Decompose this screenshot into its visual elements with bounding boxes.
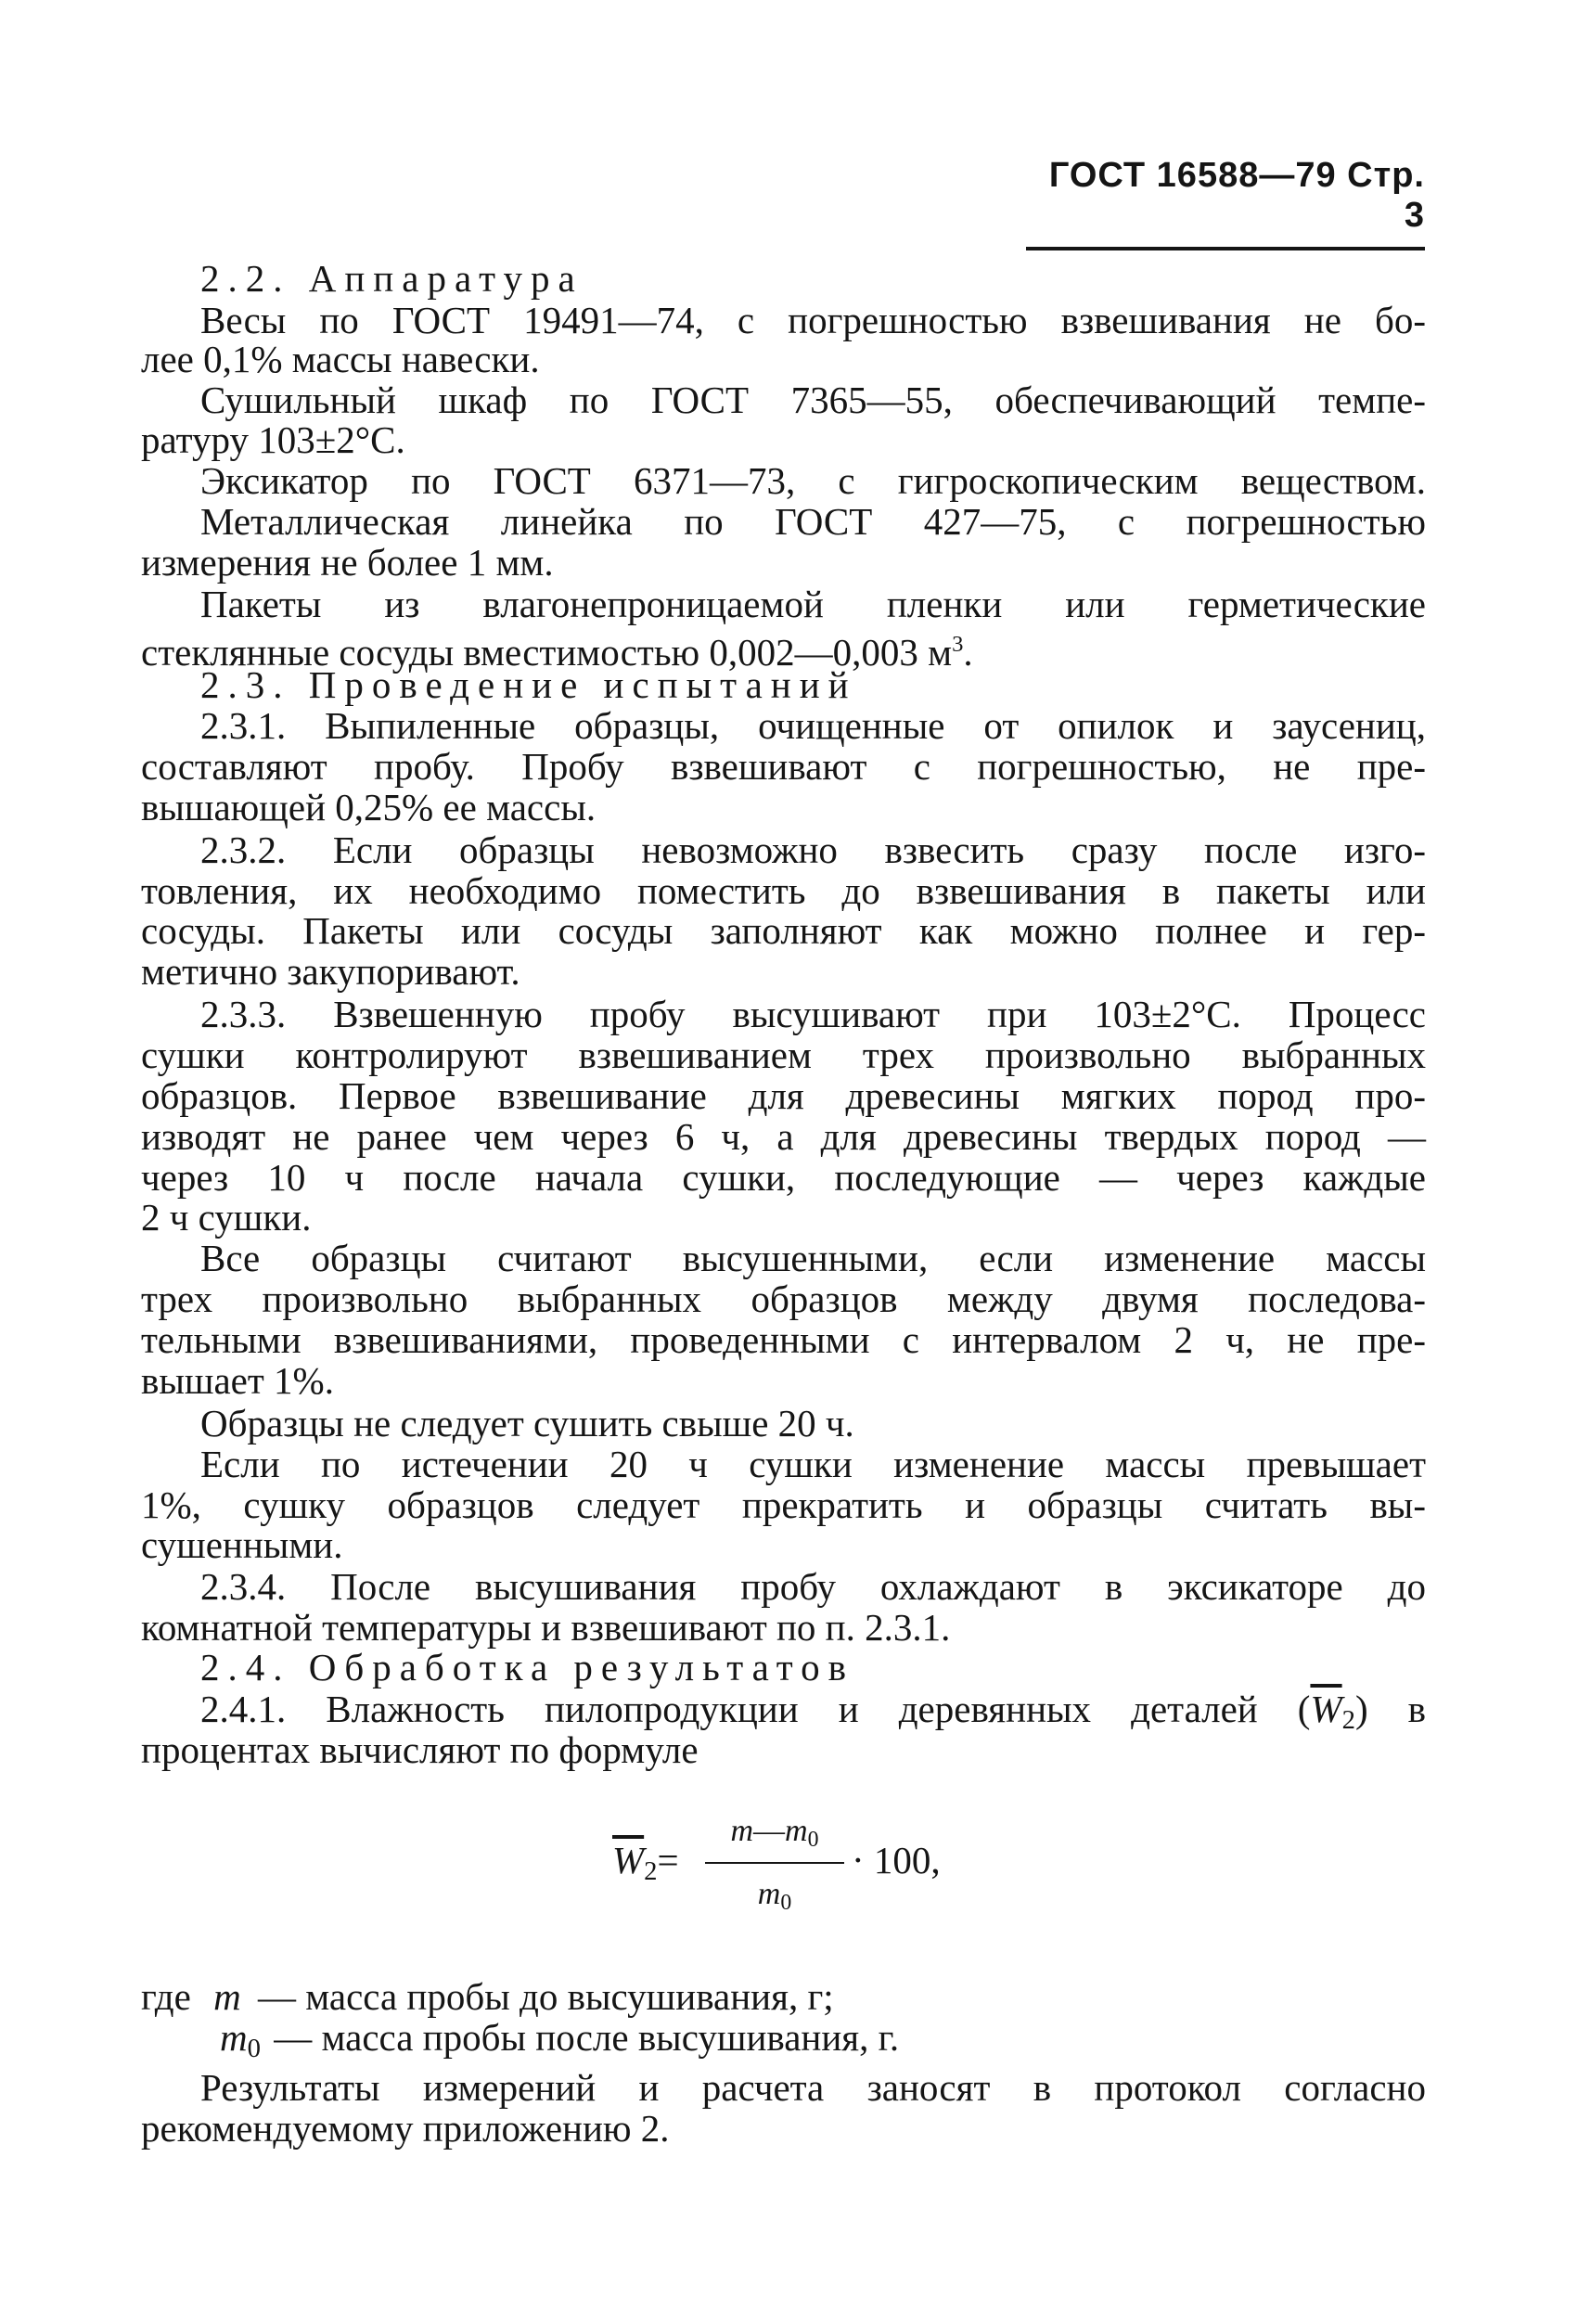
paragraph-line: 1%, сушку образцов следует прекратить и образцы считать вы- [141, 1483, 1426, 1526]
paragraph-line: сушенными. [141, 1523, 343, 1566]
formula-equals: = [657, 1839, 679, 1881]
cube-superscript: 3 [952, 632, 964, 657]
paragraph-line: ратуру 103±2°С. [141, 418, 405, 461]
paragraph-line: сосуды. Пакеты или сосуды заполняют как можно полнее и гер- [141, 909, 1426, 952]
paragraph-line: Образцы не следует сушить свыше 20 ч. [200, 1402, 854, 1444]
formula-lhs [612, 1838, 679, 1887]
paragraph-line: товления, их необходимо поместить до взвешивания в пакеты или [141, 869, 1426, 912]
formula-denominator [705, 1877, 844, 1916]
formula-numerator [705, 1814, 844, 1853]
numerator-minus: — [753, 1814, 786, 1848]
line-text: стеклянные сосуды вместимостью 0,002—0,003 м [141, 630, 953, 674]
where-m-var: m [213, 1975, 241, 2018]
section-title: 2.4. Обработка результатов [200, 1646, 855, 1688]
denominator-var: m [757, 1877, 781, 1911]
paragraph-line: Эксикатор по ГОСТ 6371—73, с гигроскопическим веществом. [200, 459, 1426, 502]
paragraph-line: измерения не более 1 мм. [141, 541, 554, 584]
where-line [220, 2017, 1426, 2069]
paragraph-line: Результаты измерений и расчета заносят в протокол согласно [200, 2066, 1426, 2109]
paragraph-line: Металлическая линейка по ГОСТ 427—75, с погрешностью [200, 500, 1426, 543]
section-title: 2.2. Аппаратура [200, 257, 584, 300]
paragraph-line: Сушильный шкаф по ГОСТ 7365—55, обеспечивающий темпе- [200, 379, 1426, 421]
paragraph-line: процентах вычисляют по формуле [141, 1728, 699, 1771]
fraction-bar [705, 1862, 844, 1864]
paragraph-line: лее 0,1% массы навески. [141, 338, 540, 380]
formula-rhs: · 100, [852, 1839, 941, 1881]
section-title: 2.3. Проведение испытаний [200, 663, 857, 706]
paragraph-line: Весы по ГОСТ 19491—74, с погрешностью взвешивания не бо- [200, 299, 1426, 341]
where-m0-var: m [220, 2016, 248, 2059]
paragraph-line: Пакеты из влагонепроницаемой пленки или герметические [200, 583, 1426, 625]
formula-fraction [705, 1814, 844, 1925]
paragraph-line: Все образцы считают высушенными, если изменение массы [200, 1237, 1426, 1279]
section-heading [200, 664, 1426, 705]
paragraph-line: тельными взвешиваниями, проведенными с интервалом 2 ч, не пре- [141, 1318, 1426, 1361]
line-text: 2.4.1. Влажность пилопродукции и деревянных деталей ( [200, 1688, 1311, 1730]
line-tail: ) в [1354, 1688, 1426, 1730]
section-heading [200, 1647, 1426, 1688]
w-variable: $\overline{W}$ [1310, 1688, 1342, 1730]
moisture-formula [612, 1814, 983, 1925]
formula-subscript: 2 [644, 1856, 658, 1887]
paragraph-line: образцов. Первое взвешивание для древесины мягких пород про- [141, 1074, 1426, 1117]
numerator-subscript: 0 [807, 1827, 819, 1852]
formula-variable: $\overline{W}$ [612, 1839, 645, 1881]
where-line [141, 1976, 1426, 2017]
where-m-desc: — масса пробы до высушивания, г; [257, 1975, 834, 2018]
paragraph-line: 2.3.4. После высушивания пробу охлаждают в эксикаторе до [200, 1565, 1426, 1608]
paragraph-line: Если по истечении 20 ч сушки изменение массы превышает [200, 1443, 1426, 1485]
line-period: . [963, 630, 973, 674]
w-subscript: 2 [1341, 1705, 1355, 1736]
section-heading [200, 258, 1426, 299]
paragraph-line: метично закупоривают. [141, 950, 520, 993]
numerator-var-a: m [730, 1814, 754, 1848]
where-lead: где [141, 1975, 191, 2018]
paragraph-line: сушки контролируют взвешиванием трех произвольно выбранных [141, 1034, 1426, 1076]
paragraph-line: 2 ч сушки. [141, 1196, 312, 1239]
paragraph-line: вышает 1%. [141, 1359, 334, 1402]
numerator-var-b: m [785, 1814, 808, 1848]
paragraph-line: изводят не ранее чем через 6 ч, а для древесины твердых пород — [141, 1115, 1426, 1158]
page-header: ГОСТ 16588—79 Стр. 3 [1026, 156, 1425, 250]
paragraph-line: трех произвольно выбранных образцов между двумя последова- [141, 1278, 1426, 1320]
denominator-subscript: 0 [780, 1890, 792, 1915]
paragraph-line: комнатной температуры и взвешивают по п. 2.3.1. [141, 1606, 951, 1649]
paragraph-line: рекомендуемому приложению 2. [141, 2107, 670, 2150]
paragraph-line: 2.3.1. Выпиленные образцы, очищенные от опилок и заусениц, [200, 704, 1426, 747]
paragraph-line: вышающей 0,25% ее массы. [141, 786, 597, 828]
where-m0-desc: — масса пробы после высушивания, г. [274, 2016, 900, 2059]
paragraph-line: 2.3.2. Если образцы невозможно взвесить сразу после изго- [200, 828, 1426, 871]
where-m0-sub: 0 [247, 2034, 261, 2064]
paragraph-line: 2.3.3. Взвешенную пробу высушивают при 103±2°С. Процесс [200, 993, 1426, 1035]
paragraph-line: составляют пробу. Пробу взвешивают с погрешностью, не пре- [141, 745, 1426, 788]
paragraph-line: через 10 ч после начала сушки, последующие — через каждые [141, 1156, 1426, 1199]
